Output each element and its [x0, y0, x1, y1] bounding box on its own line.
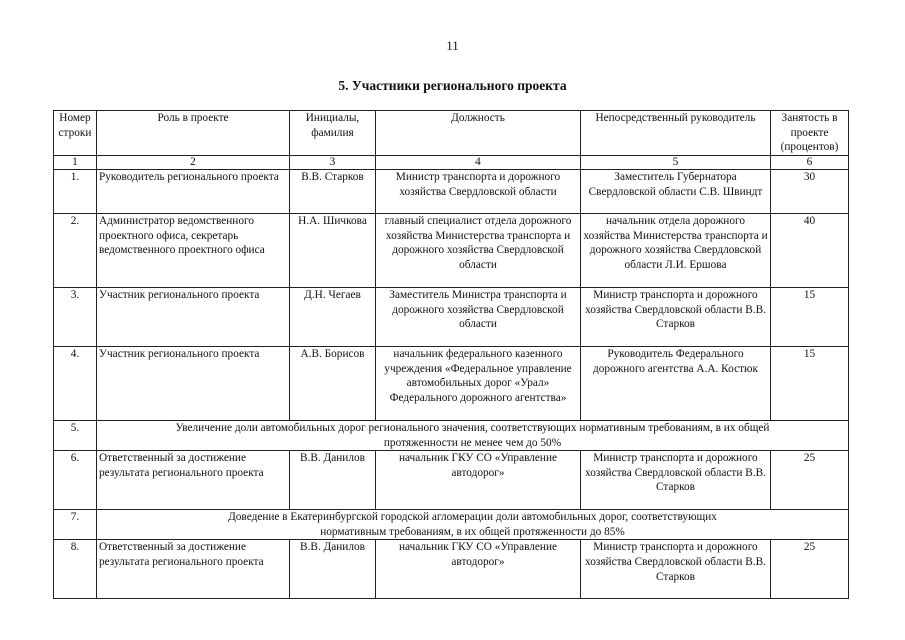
row-position: Министр транспорта и дорожного хозяйства Свердловской области	[376, 170, 581, 214]
section-title: 5. Участники регионального проекта	[338, 78, 567, 93]
table-row	[54, 170, 849, 214]
column-number: 4	[376, 156, 581, 170]
column-numbers-row	[54, 156, 849, 170]
table-row	[54, 451, 849, 510]
column-number: 5	[581, 156, 771, 170]
row-name: В.В. Старков	[290, 170, 376, 214]
row-number: 4.	[54, 347, 97, 421]
row-load: 15	[771, 347, 849, 421]
row-supervisor: Заместитель Губернатора Свердловской области С.В. Швиндт	[581, 170, 771, 214]
page-number: 11	[446, 38, 459, 53]
row-role: Администратор ведомственного проектного офиса, секретарь ведомственного проектного офиса	[97, 214, 290, 288]
row-number: 2.	[54, 214, 97, 288]
row-name: В.В. Данилов	[290, 451, 376, 510]
participants-table	[53, 110, 849, 599]
header-role: Роль в проекте	[97, 111, 290, 156]
table-row	[54, 214, 849, 288]
row-supervisor: Министр транспорта и дорожного хозяйства Свердловской области В.В. Старков	[581, 288, 771, 347]
table-row	[54, 347, 849, 421]
row-number: 8.	[54, 540, 97, 599]
header-load: Занятость в проекте (процентов)	[771, 111, 849, 156]
row-number: 3.	[54, 288, 97, 347]
row-role: Руководитель регионального проекта	[97, 170, 290, 214]
header-supervisor: Непосредственный руководитель	[581, 111, 771, 156]
header-row-number: Номер строки	[54, 111, 97, 156]
row-load: 25	[771, 540, 849, 599]
row-supervisor: Руководитель Федерального дорожного агентства А.А. Костюк	[581, 347, 771, 421]
row-position: начальник федерального казенного учреждения «Федеральное управление автомобильных дорог «Урал» Федерального дорожного агентства»	[376, 347, 581, 421]
column-number: 1	[54, 156, 97, 170]
row-load: 25	[771, 451, 849, 510]
row-load: 30	[771, 170, 849, 214]
column-number: 3	[290, 156, 376, 170]
header-name: Инициалы, фамилия	[290, 111, 376, 156]
column-number: 6	[771, 156, 849, 170]
row-role: Ответственный за достижение результата регионального проекта	[97, 540, 290, 599]
section-row	[54, 510, 849, 540]
row-number: 1.	[54, 170, 97, 214]
section-row-text: Доведение в Екатеринбургской городской агломерации доли автомобильных дорог, соответствующих нормативным требованиям, в их общей протяженности до 85%	[97, 510, 849, 540]
header-position: Должность	[376, 111, 581, 156]
row-name: В.В. Данилов	[290, 540, 376, 599]
row-load: 40	[771, 214, 849, 288]
row-role: Участник регионального проекта	[97, 347, 290, 421]
row-position: главный специалист отдела дорожного хозяйства Министерства транспорта и дорожного хозяйства Свердловской области	[376, 214, 581, 288]
row-load: 15	[771, 288, 849, 347]
row-supervisor: Министр транспорта и дорожного хозяйства Свердловской области В.В. Старков	[581, 540, 771, 599]
section-row	[54, 421, 849, 451]
row-supervisor: начальник отдела дорожного хозяйства Министерства транспорта и дорожного хозяйства Свердловской области Л.И. Ершова	[581, 214, 771, 288]
table-header-row	[54, 111, 849, 156]
row-name: А.В. Борисов	[290, 347, 376, 421]
table-row	[54, 288, 849, 347]
section-row-text: Увеличение доли автомобильных дорог регионального значения, соответствующих нормативным требованиям, в их общей протяженности не менее чем до 50%	[97, 421, 849, 451]
row-number: 5.	[54, 421, 97, 451]
row-position: начальник ГКУ СО «Управление автодорог»	[376, 540, 581, 599]
row-role: Ответственный за достижение результата регионального проекта	[97, 451, 290, 510]
row-number: 7.	[54, 510, 97, 540]
row-number: 6.	[54, 451, 97, 510]
row-supervisor: Министр транспорта и дорожного хозяйства Свердловской области В.В. Старков	[581, 451, 771, 510]
row-name: Д.Н. Чегаев	[290, 288, 376, 347]
table-row	[54, 540, 849, 599]
row-position: Заместитель Министра транспорта и дорожного хозяйства Свердловской области	[376, 288, 581, 347]
row-position: начальник ГКУ СО «Управление автодорог»	[376, 451, 581, 510]
column-number: 2	[97, 156, 290, 170]
row-name: Н.А. Шичкова	[290, 214, 376, 288]
row-role: Участник регионального проекта	[97, 288, 290, 347]
